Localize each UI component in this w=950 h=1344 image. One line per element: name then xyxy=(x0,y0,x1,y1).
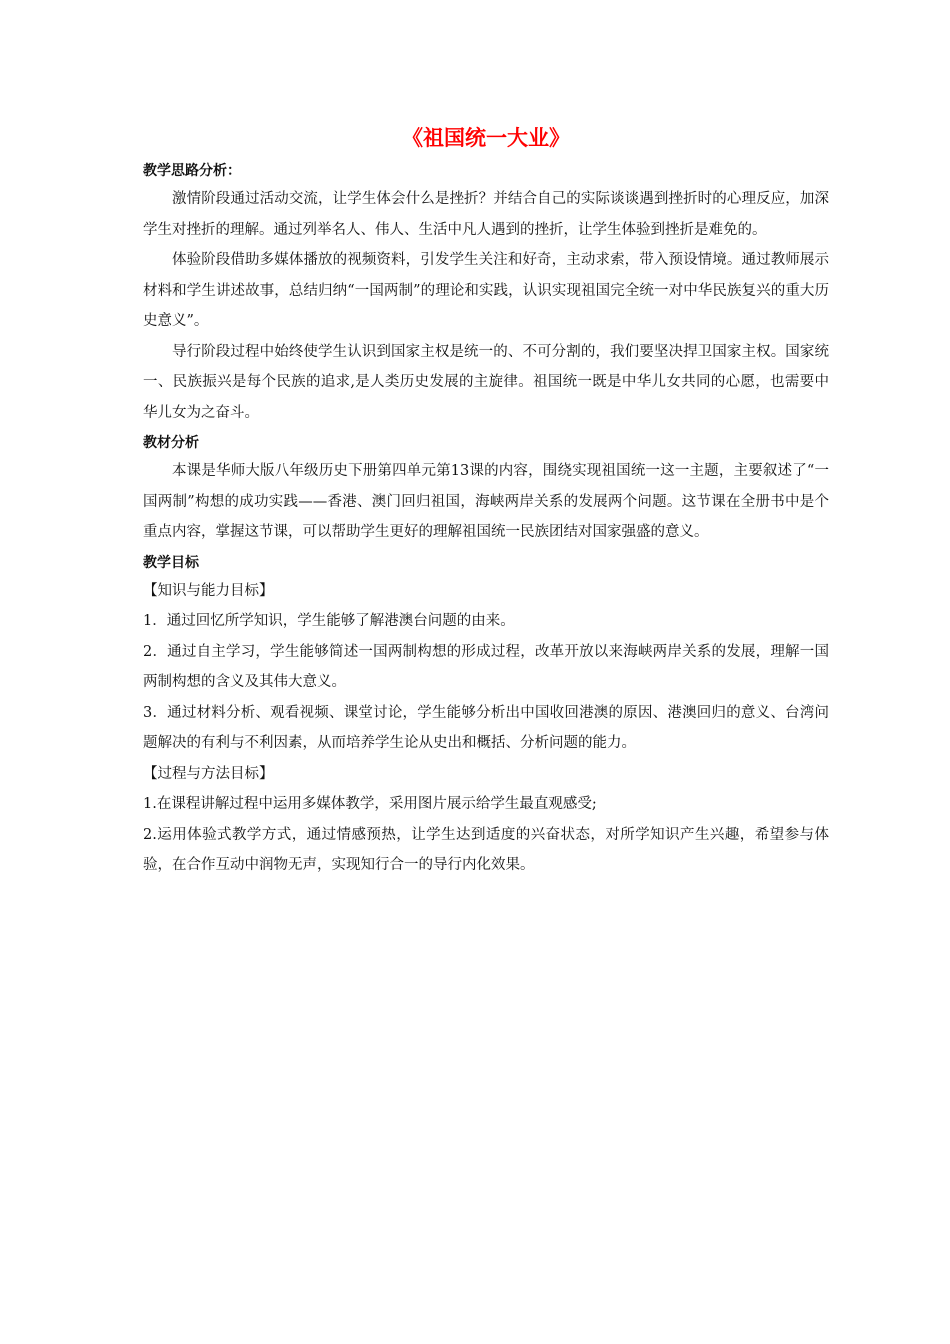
process-goal-1: 1.在课程讲解过程中运用多媒体教学，采用图片展示给学生最直观感受; xyxy=(143,796,597,812)
process-goal-2: 2.运用体验式教学方式，通过情感预热，让学生达到适度的兴奋状态，对所学知识产生兴趣，希望参与体验，在合作互动中润物无声，实现知行合一的导行内化效果。 xyxy=(143,826,829,873)
process-goals-label: 【过程与方法目标】 xyxy=(143,765,274,782)
document-page xyxy=(143,118,829,881)
knowledge-goal-2: 2．通过自主学习，学生能够简述一国两制构想的形成过程，改革开放以来海峡两岸关系的发展，理解一国两制构想的含义及其伟大意义。 xyxy=(143,643,829,690)
heading-teaching-thinking: 教学思路分析： xyxy=(143,163,241,179)
knowledge-goal-3: 3．通过材料分析、观看视频、课堂讨论，学生能够分析出中国收回港澳的原因、港澳回归的意义、台湾问题解决的有利与不利因素，从而培养学生论从史出和概括、分析问题的能力。 xyxy=(143,704,829,751)
thinking-paragraph-3: 导行阶段过程中始终使学生认识到国家主权是统一的、不可分割的，我们要坚决捍卫国家主权。国家统一、民族振兴是每个民族的追求,是人类历史发展的主旋律。祖国统一既是中华儿女共同的心愿，也需要中华儿女为之奋斗。 xyxy=(143,343,829,421)
knowledge-goals-label: 【知识与能力目标】 xyxy=(143,582,274,599)
document-title: 《祖国统一大业》 xyxy=(402,126,570,150)
heading-material-analysis: 教材分析 xyxy=(143,435,199,451)
knowledge-goal-1: 1．通过回忆所学知识，学生能够了解港澳台问题的由来。 xyxy=(143,613,515,629)
heading-teaching-goals: 教学目标 xyxy=(143,554,199,571)
material-paragraph-1: 本课是华师大版八年级历史下册第四单元第13课的内容，围绕实现祖国统一这一主题，主要叙述了“一国两制”构想的成功实践——香港、澳门回归祖国，海峡两岸关系的发展两个问题。这节课在全册书中是个重点内容，掌握这节课，可以帮助学生更好的理解祖国统一民族团结对国家强盛的意义。 xyxy=(143,463,829,540)
thinking-paragraph-1: 激情阶段通过活动交流，让学生体会什么是挫折？并结合自己的实际谈谈遇到挫折时的心理反应，加深学生对挫折的理解。通过列举名人、伟人、生活中凡人遇到的挫折，让学生体验到挫折是难免的。 xyxy=(143,191,829,238)
thinking-paragraph-2: 体验阶段借助多媒体播放的视频资料，引发学生关注和好奇，主动求索，带入预设情境。通过教师展示材料和学生讲述故事，总结归纳“一国两制”的理论和实践，认识实现祖国完全统一对中华民族复兴的重大历史意义”。 xyxy=(143,252,829,329)
